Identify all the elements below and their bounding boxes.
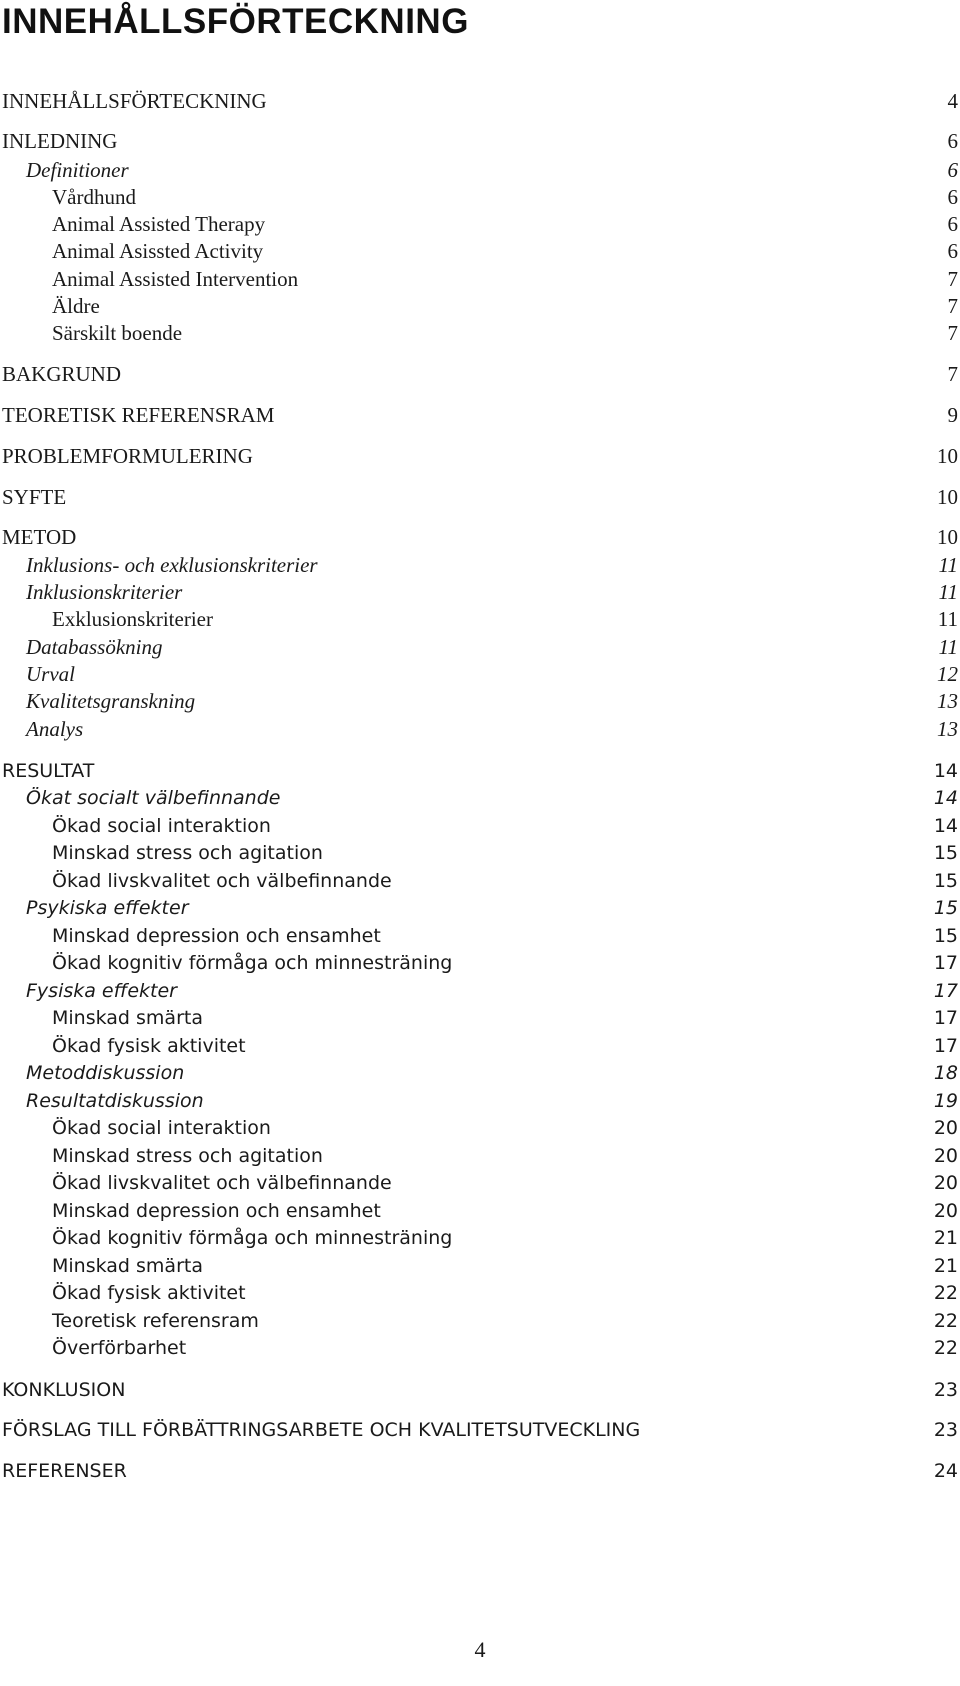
toc-entry[interactable] bbox=[0, 783, 960, 813]
toc-entry-page: 6 bbox=[947, 212, 958, 236]
toc-entry[interactable] bbox=[0, 811, 960, 841]
toc-entry[interactable] bbox=[0, 550, 960, 580]
toc-entry[interactable] bbox=[0, 714, 960, 744]
toc-entry[interactable] bbox=[0, 659, 960, 689]
toc-entry[interactable] bbox=[0, 318, 960, 348]
toc-entry-page: 6 bbox=[947, 239, 958, 263]
toc-entry[interactable] bbox=[0, 359, 960, 389]
toc-entry-label: Animal Assisted Therapy bbox=[52, 212, 266, 236]
toc-entry[interactable] bbox=[0, 1031, 960, 1061]
toc-entry[interactable] bbox=[0, 236, 960, 266]
toc-entry-page: 11 bbox=[938, 635, 958, 659]
page-number: 4 bbox=[474, 1637, 486, 1662]
toc-entry-label: BAKGRUND bbox=[2, 362, 122, 386]
toc-entry-page: 21 bbox=[933, 1255, 958, 1277]
toc-entry-page: 7 bbox=[947, 362, 958, 386]
toc-entry[interactable] bbox=[0, 1196, 960, 1226]
toc-entry-label: Urval bbox=[26, 662, 75, 686]
toc-entry[interactable] bbox=[0, 400, 960, 430]
toc-entry-page: 13 bbox=[937, 717, 958, 741]
toc-entry-page: 10 bbox=[937, 485, 958, 509]
toc-entry-label: Minskad smärta bbox=[52, 1255, 203, 1277]
toc-entry-label: SYFTE bbox=[2, 485, 67, 509]
toc-entry-page: 20 bbox=[933, 1117, 958, 1139]
toc-entry-label: Databassökning bbox=[26, 635, 163, 659]
toc-entry-page: 11 bbox=[937, 607, 958, 631]
toc-entry-page: 23 bbox=[933, 1379, 958, 1401]
toc-entry-page: 19 bbox=[933, 1090, 958, 1112]
toc-entry-label: Metoddiskussion bbox=[26, 1062, 185, 1084]
toc-entry-page: 20 bbox=[933, 1145, 958, 1167]
toc-entry-page: 22 bbox=[933, 1282, 958, 1304]
toc-entry-label: Ökad livskvalitet och välbefinnande bbox=[52, 1172, 392, 1194]
toc-entry-page: 13 bbox=[937, 689, 958, 713]
toc-entry-label: METOD bbox=[2, 525, 77, 549]
toc-entry[interactable] bbox=[0, 209, 960, 239]
toc-entry-page: 24 bbox=[933, 1460, 958, 1482]
toc-entry[interactable] bbox=[0, 604, 960, 634]
toc-entry[interactable] bbox=[0, 893, 960, 923]
toc-entry[interactable] bbox=[0, 632, 960, 662]
toc-entry-label: Analys bbox=[26, 717, 84, 741]
toc-entry-page: 14 bbox=[933, 815, 958, 837]
toc-entry[interactable] bbox=[0, 264, 960, 294]
toc-entry[interactable] bbox=[0, 1223, 960, 1253]
toc-entry[interactable] bbox=[0, 976, 960, 1006]
toc-entry-label: TEORETISK REFERENSRAM bbox=[2, 403, 275, 427]
toc-entry-page: 21 bbox=[933, 1227, 958, 1249]
toc-entry-page: 7 bbox=[947, 321, 958, 345]
toc-entry[interactable] bbox=[0, 1415, 960, 1445]
toc-entry-page: 7 bbox=[947, 294, 958, 318]
toc-entry-page: 4 bbox=[947, 89, 958, 113]
toc-entry-label: Exklusionskriterier bbox=[52, 607, 213, 631]
toc-entry[interactable] bbox=[0, 577, 960, 607]
toc-entry-page: 9 bbox=[947, 403, 958, 427]
toc-entry[interactable] bbox=[0, 1251, 960, 1281]
toc-entry-page: 17 bbox=[933, 980, 958, 1002]
toc-entry-page: 11 bbox=[938, 580, 958, 604]
toc-entry-label: Vårdhund bbox=[52, 185, 136, 209]
toc-entry-label: PROBLEMFORMULERING bbox=[2, 444, 253, 468]
toc-entry-label: Animal Asissted Activity bbox=[52, 239, 264, 263]
toc-entry-page: 6 bbox=[947, 129, 958, 153]
toc-entry[interactable] bbox=[0, 838, 960, 868]
toc-entry[interactable] bbox=[0, 756, 960, 786]
toc-entry-label: INNEHÅLLSFÖRTECKNING bbox=[2, 89, 267, 113]
toc-entry-label: Resultatdiskussion bbox=[26, 1090, 204, 1112]
toc-entry-label: Särskilt boende bbox=[52, 321, 183, 345]
toc-entry-label: Minskad stress och agitation bbox=[52, 842, 323, 864]
toc-entry[interactable] bbox=[0, 182, 960, 212]
toc-entry-page: 15 bbox=[933, 870, 958, 892]
toc-entry-label: Psykiska effekter bbox=[26, 897, 189, 919]
toc-entry-label: Inklusions- och exklusionskriterier bbox=[26, 553, 318, 577]
toc-entry-page: 14 bbox=[933, 787, 958, 809]
toc-entry[interactable] bbox=[0, 441, 960, 471]
toc-entry[interactable] bbox=[0, 1168, 960, 1198]
toc-entry[interactable] bbox=[0, 291, 960, 321]
toc-entry-label: Animal Assisted Intervention bbox=[52, 267, 299, 291]
toc-entry[interactable] bbox=[0, 126, 960, 156]
toc-entry-page: 17 bbox=[933, 1035, 958, 1057]
toc-entry[interactable] bbox=[0, 1113, 960, 1143]
toc-entry-label: Teoretisk referensram bbox=[52, 1310, 259, 1332]
toc-entry[interactable] bbox=[0, 1333, 960, 1363]
toc-entry-page: 6 bbox=[947, 185, 958, 209]
toc-entry-label: Ökad kognitiv förmåga och minnesträning bbox=[52, 952, 453, 974]
toc-entry-label: REFERENSER bbox=[2, 1460, 127, 1482]
toc-entry-label: Ökad social interaktion bbox=[52, 815, 271, 837]
toc-entry-page: 22 bbox=[933, 1310, 958, 1332]
toc-entry-label: Ökad kognitiv förmåga och minnesträning bbox=[52, 1227, 453, 1249]
toc-entry[interactable] bbox=[0, 86, 960, 116]
toc-entry-page: 22 bbox=[933, 1337, 958, 1359]
toc-entry-page: 17 bbox=[933, 952, 958, 974]
toc-entry-label: Definitioner bbox=[26, 158, 129, 182]
toc-entry-label: Ökat socialt välbefinnande bbox=[26, 787, 281, 809]
page-title: INNEHÅLLSFÖRTECKNING bbox=[2, 2, 469, 41]
toc-entry-label: Ökad social interaktion bbox=[52, 1117, 271, 1139]
toc-entry-label: FÖRSLAG TILL FÖRBÄTTRINGSARBETE OCH KVALITETSUTVECKLING bbox=[2, 1419, 641, 1441]
toc-entry-page: 15 bbox=[933, 897, 958, 919]
toc-entry[interactable] bbox=[0, 1058, 960, 1088]
toc-entry-label: Äldre bbox=[52, 294, 100, 318]
toc-entry-page: 14 bbox=[933, 760, 958, 782]
toc-entry-label: Ökad fysisk aktivitet bbox=[52, 1282, 246, 1304]
toc-entry-page: 23 bbox=[933, 1419, 958, 1441]
toc-entry-label: Inklusionskriterier bbox=[26, 580, 183, 604]
toc-entry-page: 15 bbox=[933, 925, 958, 947]
toc-entry-page: 12 bbox=[937, 662, 958, 686]
toc-entry-label: Ökad livskvalitet och välbefinnande bbox=[52, 870, 392, 892]
toc-entry-page: 20 bbox=[933, 1172, 958, 1194]
toc-entry[interactable] bbox=[0, 866, 960, 896]
toc-entry-label: Minskad smärta bbox=[52, 1007, 203, 1029]
toc-entry[interactable] bbox=[0, 1086, 960, 1116]
toc-entry[interactable] bbox=[0, 1278, 960, 1308]
toc-entry[interactable] bbox=[0, 1306, 960, 1336]
toc-entry-page: 10 bbox=[937, 525, 958, 549]
toc-entry-page: 11 bbox=[938, 553, 958, 577]
toc-entry[interactable] bbox=[0, 1456, 960, 1486]
toc-entry-label: Minskad stress och agitation bbox=[52, 1145, 323, 1167]
toc-entry-page: 17 bbox=[933, 1007, 958, 1029]
toc-entry[interactable] bbox=[0, 1003, 960, 1033]
toc-entry[interactable] bbox=[0, 948, 960, 978]
toc-entry-label: Ökad fysisk aktivitet bbox=[52, 1035, 246, 1057]
toc-entry-page: 10 bbox=[937, 444, 958, 468]
toc-entry[interactable] bbox=[0, 921, 960, 951]
toc-entry-label: Minskad depression och ensamhet bbox=[52, 1200, 381, 1222]
toc-entry-page: 7 bbox=[947, 267, 958, 291]
toc-entry-label: Minskad depression och ensamhet bbox=[52, 925, 381, 947]
toc-entry-page: 20 bbox=[933, 1200, 958, 1222]
toc-entry[interactable] bbox=[0, 155, 960, 185]
toc-entry-label: Överförbarhet bbox=[52, 1337, 187, 1359]
toc-entry-label: Fysiska effekter bbox=[26, 980, 177, 1002]
toc-entry[interactable] bbox=[0, 1141, 960, 1171]
toc-entry[interactable] bbox=[0, 1375, 960, 1405]
toc-entry-page: 18 bbox=[933, 1062, 958, 1084]
toc-entry[interactable] bbox=[0, 482, 960, 512]
toc-entry-label: Kvalitetsgranskning bbox=[26, 689, 196, 713]
toc-entry[interactable] bbox=[0, 522, 960, 552]
toc-entry-page: 15 bbox=[933, 842, 958, 864]
toc-entry-page: 6 bbox=[947, 158, 958, 182]
toc-entry-label: INLEDNING bbox=[2, 129, 118, 153]
toc-entry-label: KONKLUSION bbox=[2, 1379, 126, 1401]
toc-entry-label: RESULTAT bbox=[2, 760, 95, 782]
toc-entry[interactable] bbox=[0, 686, 960, 716]
